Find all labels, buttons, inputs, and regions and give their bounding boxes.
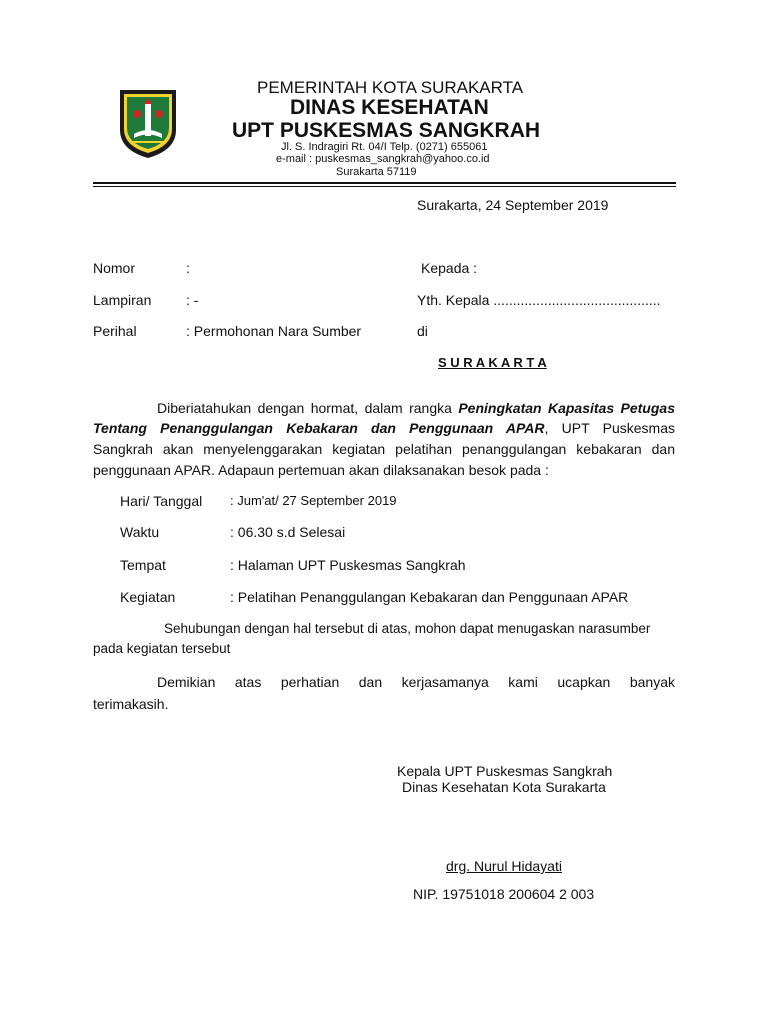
schedule-time-label: Waktu xyxy=(120,524,160,540)
perihal-label: Perihal xyxy=(93,323,137,339)
intro-line-4: penggunaan APAR. Adapaun pertemuan akan dilaksanakan besok pada : xyxy=(93,462,549,478)
recipient-kepada: Kepada : xyxy=(421,260,478,276)
schedule-day-label: Hari/ Tanggal xyxy=(120,493,203,509)
intro-line-2 xyxy=(93,420,675,436)
intro-line-2-emphasis: Tentang Penanggulangan Kebakaran dan Penggunaan APAR xyxy=(93,420,545,436)
lampiran-label: Lampiran xyxy=(93,292,152,308)
intro-line-3: Sangkrah akan menyelenggarakan kegiatan pelatihan penanggulangan kebakaran dan xyxy=(93,441,675,457)
recipient-yth: Yth. Kepala ........................................... xyxy=(417,292,661,308)
schedule-day-value: : Jum'at/ 27 September 2019 xyxy=(230,493,397,508)
intro-line-1-text: Diberiatahukan dengan hormat, dalam rangka xyxy=(157,400,459,416)
letterhead-email: e-mail : puskesmas_sangkrah@yahoo.co.id xyxy=(276,153,490,165)
city-emblem-logo xyxy=(116,86,180,160)
recipient-city: S U R A K A R T A xyxy=(438,355,547,370)
followup-line-2: pada kegiatan tersebut xyxy=(93,641,231,656)
intro-line-1 xyxy=(157,400,675,416)
intro-line-2-text: , UPT Puskesmas xyxy=(544,420,675,436)
schedule-place-value: : Halaman UPT Puskesmas Sangkrah xyxy=(230,557,466,573)
letterhead-divider-thin xyxy=(93,186,676,187)
signature-name: drg. Nurul Hidayati xyxy=(446,858,562,874)
intro-line-1-emphasis: Peningkatan Kapasitas Petugas xyxy=(458,400,675,416)
recipient-di: di xyxy=(417,323,428,339)
schedule-place-label: Tempat xyxy=(120,557,166,573)
letterhead-address: Jl. S. Indragiri Rt. 04/I Telp. (0271) 655061 xyxy=(281,141,488,153)
letterhead-department: DINAS KESEHATAN xyxy=(290,96,489,119)
followup-line-1: Sehubungan dengan hal tersebut di atas, mohon dapat menugaskan narasumber xyxy=(164,621,651,636)
letterhead-divider-thick xyxy=(93,182,676,184)
signature-title-1: Kepala UPT Puskesmas Sangkrah xyxy=(397,763,613,779)
schedule-activity-label: Kegiatan xyxy=(120,589,176,605)
closing-line-2: terimakasih. xyxy=(93,696,169,712)
schedule-activity-value: : Pelatihan Penanggulangan Kebakaran dan Penggunaan APAR xyxy=(230,589,629,605)
signature-nip: NIP. 19751018 200604 2 003 xyxy=(413,886,595,902)
letter-date: Surakarta, 24 September 2019 xyxy=(417,197,609,213)
signature-title-2: Dinas Kesehatan Kota Surakarta xyxy=(402,779,606,795)
schedule-time-value: : 06.30 s.d Selesai xyxy=(230,524,346,540)
closing-line-1: Demikian atas perhatian dan kerjasamanya kami ucapkan banyak xyxy=(157,674,675,690)
lampiran-value: : - xyxy=(186,292,199,308)
nomor-label: Nomor xyxy=(93,260,136,276)
letterhead-government: PEMERINTAH KOTA SURAKARTA xyxy=(257,78,524,97)
nomor-value: : xyxy=(186,260,190,276)
letterhead-institution: UPT PUSKESMAS SANGKRAH xyxy=(232,119,541,142)
perihal-value: : Permohonan Nara Sumber xyxy=(186,323,362,339)
letterhead-city-zip: Surakarta 57119 xyxy=(336,166,417,178)
